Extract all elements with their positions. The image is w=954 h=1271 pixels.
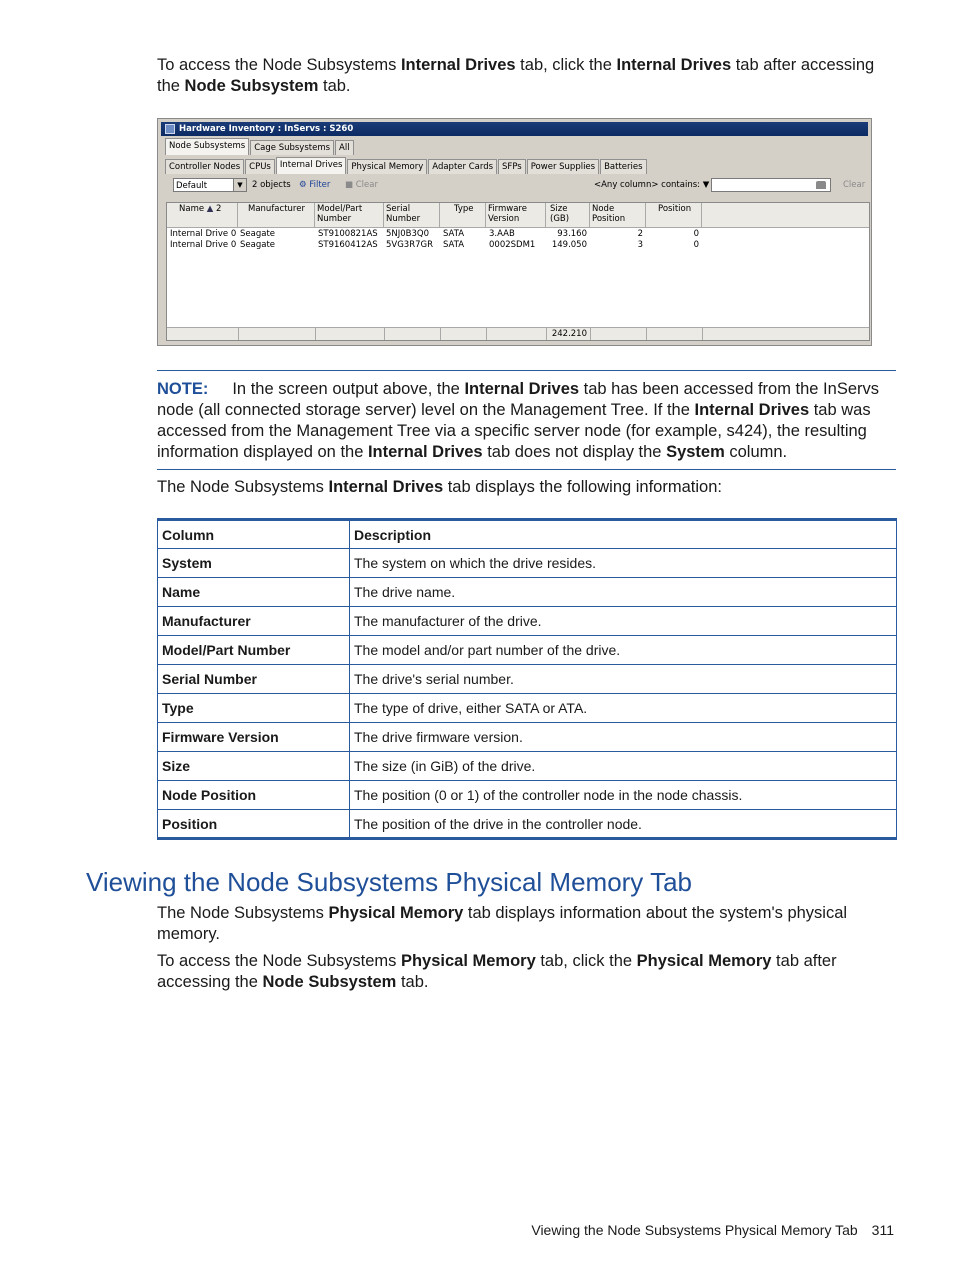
columns-description-table: [157, 518, 897, 840]
section-heading: Viewing the Node Subsystems Physical Memory Tab: [86, 867, 692, 897]
section-paragraph-1: The Node Subsystems Physical Memory tab displays information about the system's physical memory.: [157, 904, 848, 943]
table-header-column: Column: [158, 520, 350, 549]
tab-power-supplies[interactable]: Power Supplies: [527, 159, 599, 174]
cell-model: ST9100821AS: [318, 229, 378, 239]
tab-cpus[interactable]: CPUs: [245, 159, 275, 174]
cell-position: 0: [693, 229, 699, 239]
table-row: [158, 810, 897, 839]
table-header-description: Description: [350, 520, 897, 549]
tab-sfps[interactable]: SFPs: [498, 159, 526, 174]
cell-serial: 5VG3R7GR: [386, 240, 434, 250]
column-description: The position (0 or 1) of the controller node in the node chassis.: [350, 781, 897, 810]
tab-adapter-cards[interactable]: Adapter Cards: [428, 159, 497, 174]
column-filter-label[interactable]: [594, 180, 709, 190]
totals-cell: [238, 328, 316, 340]
totals-cell: [440, 328, 487, 340]
column-name: Node Position: [158, 781, 350, 810]
cell-firmware: 3.AAB: [489, 229, 515, 239]
filter-toolbar: [172, 178, 865, 194]
filter-button[interactable]: [299, 180, 330, 190]
sub-tab-row: [165, 159, 648, 176]
window-icon: [165, 124, 175, 134]
grid-totals-row: [167, 327, 869, 340]
table-row[interactable]: [167, 240, 869, 251]
totals-cell: [590, 328, 647, 340]
column-header-serial[interactable]: Serial Number: [384, 203, 440, 227]
column-header-firmware[interactable]: Firmware Version: [486, 203, 546, 227]
table-row: [158, 607, 897, 636]
running-title: Viewing the Node Subsystems Physical Memory Tab: [531, 1222, 858, 1238]
table-lead-paragraph: The Node Subsystems Internal Drives tab displays the following information:: [157, 478, 722, 496]
table-row: [158, 694, 897, 723]
page-footer: [531, 1222, 894, 1238]
table-row: [158, 781, 897, 810]
cell-position: 0: [693, 240, 699, 250]
clear-label: Clear: [355, 180, 378, 190]
object-count: 2 objects: [252, 180, 291, 190]
cell-manufacturer: Seagate: [240, 229, 276, 239]
cell-size: 93.160: [557, 229, 587, 239]
cell-serial: 5NJ0B3Q0: [386, 229, 430, 239]
tab-batteries[interactable]: Batteries: [600, 159, 646, 174]
totals-cell: [384, 328, 441, 340]
totals-cell: [646, 328, 703, 340]
column-description: The position of the drive in the controller node.: [350, 810, 897, 839]
section-paragraph-2: To access the Node Subsystems Physical Memory tab, click the Physical Memory tab after accessing the Node Subsystem tab.: [157, 952, 837, 991]
tab-node-subsystems[interactable]: Node Subsystems: [165, 138, 249, 155]
column-header-node-position[interactable]: Node Position: [590, 203, 646, 227]
table-row: [158, 636, 897, 665]
top-tab-row: [165, 140, 355, 157]
column-description: The system on which the drive resides.: [350, 549, 897, 578]
column-name: Type: [158, 694, 350, 723]
column-name: Firmware Version: [158, 723, 350, 752]
table-row: [158, 578, 897, 607]
cell-type: SATA: [443, 240, 465, 250]
totals-cell: [315, 328, 385, 340]
table-header-row: [158, 520, 897, 549]
column-header-position[interactable]: Position: [646, 203, 702, 227]
column-name: Position: [158, 810, 350, 839]
column-header-model[interactable]: Model/Part Number: [315, 203, 384, 227]
eraser-icon: [816, 181, 826, 189]
cell-model: ST9160412AS: [318, 240, 378, 250]
intro-paragraph: To access the Node Subsystems Internal Drives tab, click the Internal Drives tab after accessing the Node Subsystem tab.: [157, 56, 875, 95]
cell-name: Internal Drive 0: [170, 240, 237, 250]
table-row[interactable]: [167, 229, 869, 240]
column-description: The drive name.: [350, 578, 897, 607]
column-name: Name: [158, 578, 350, 607]
cell-type: SATA: [443, 229, 465, 239]
note-box: NOTE: In the screen output above, the Internal Drives tab has been accessed from the InServs node (all connected storage server) level on the Management Tree. If the Internal Drives tab was accessed from the Management Tree via a specific server node (for example, s424), the resulting information displayed on the Internal Drives tab does not display the System column.: [157, 370, 896, 470]
clear-filter-button[interactable]: [345, 180, 378, 190]
column-header-size[interactable]: Size (GB): [546, 203, 590, 227]
table-row: [158, 752, 897, 781]
tab-controller-nodes[interactable]: Controller Nodes: [165, 159, 244, 174]
column-filter-text: <Any column> contains:: [594, 180, 701, 190]
totals-cell: [167, 328, 239, 340]
cell-name: Internal Drive 0: [170, 229, 237, 239]
filter-icon: ⚙: [299, 180, 307, 190]
cell-manufacturer: Seagate: [240, 240, 276, 250]
note-label: NOTE:: [157, 380, 209, 398]
total-size: 242.210: [551, 329, 587, 339]
drives-grid: [166, 202, 870, 341]
column-description: The manufacturer of the drive.: [350, 607, 897, 636]
view-select-value: Default: [176, 181, 208, 191]
totals-cell: [486, 328, 547, 340]
view-select[interactable]: [173, 178, 247, 192]
chevron-down-icon[interactable]: ▼: [233, 179, 246, 191]
tab-physical-memory[interactable]: Physical Memory: [347, 159, 427, 174]
column-header-label: Name: [179, 204, 205, 214]
hardware-inventory-screenshot: [157, 118, 872, 346]
tab-cage-subsystems[interactable]: Cage Subsystems: [250, 140, 334, 155]
sort-ascending-icon: ▲: [206, 204, 214, 214]
table-row: [158, 723, 897, 752]
window-titlebar: [161, 122, 868, 136]
tab-all[interactable]: All: [335, 140, 354, 155]
filter-label: Filter: [309, 180, 331, 190]
column-header-manufacturer[interactable]: Manufacturer: [238, 203, 315, 227]
filter-text-input[interactable]: [711, 178, 831, 192]
cell-node-position: 2: [637, 229, 643, 239]
column-name: System: [158, 549, 350, 578]
grid-header: [167, 203, 869, 228]
page-number: 311: [871, 1222, 894, 1238]
sort-order: 2: [216, 204, 222, 214]
column-header-name[interactable]: [167, 203, 238, 227]
clear-text-button[interactable]: Clear: [843, 180, 866, 190]
tab-internal-drives[interactable]: Internal Drives: [276, 157, 347, 174]
column-name: Model/Part Number: [158, 636, 350, 665]
column-name: Size: [158, 752, 350, 781]
window-title: Hardware Inventory : InServs : S260: [179, 124, 354, 134]
column-description: The drive's serial number.: [350, 665, 897, 694]
column-header-type[interactable]: Type: [440, 203, 486, 227]
cell-node-position: 3: [637, 240, 643, 250]
column-description: The model and/or part number of the drive.: [350, 636, 897, 665]
column-name: Manufacturer: [158, 607, 350, 636]
column-name: Serial Number: [158, 665, 350, 694]
table-row: [158, 665, 897, 694]
column-description: The type of drive, either SATA or ATA.: [350, 694, 897, 723]
chevron-down-icon: ▼: [702, 180, 710, 190]
column-description: The drive firmware version.: [350, 723, 897, 752]
cell-size: 149.050: [551, 240, 587, 250]
cell-firmware: 0002SDM1: [489, 240, 536, 250]
column-description: The size (in GiB) of the drive.: [350, 752, 897, 781]
eraser-icon: ■: [345, 180, 354, 190]
table-row: [158, 549, 897, 578]
